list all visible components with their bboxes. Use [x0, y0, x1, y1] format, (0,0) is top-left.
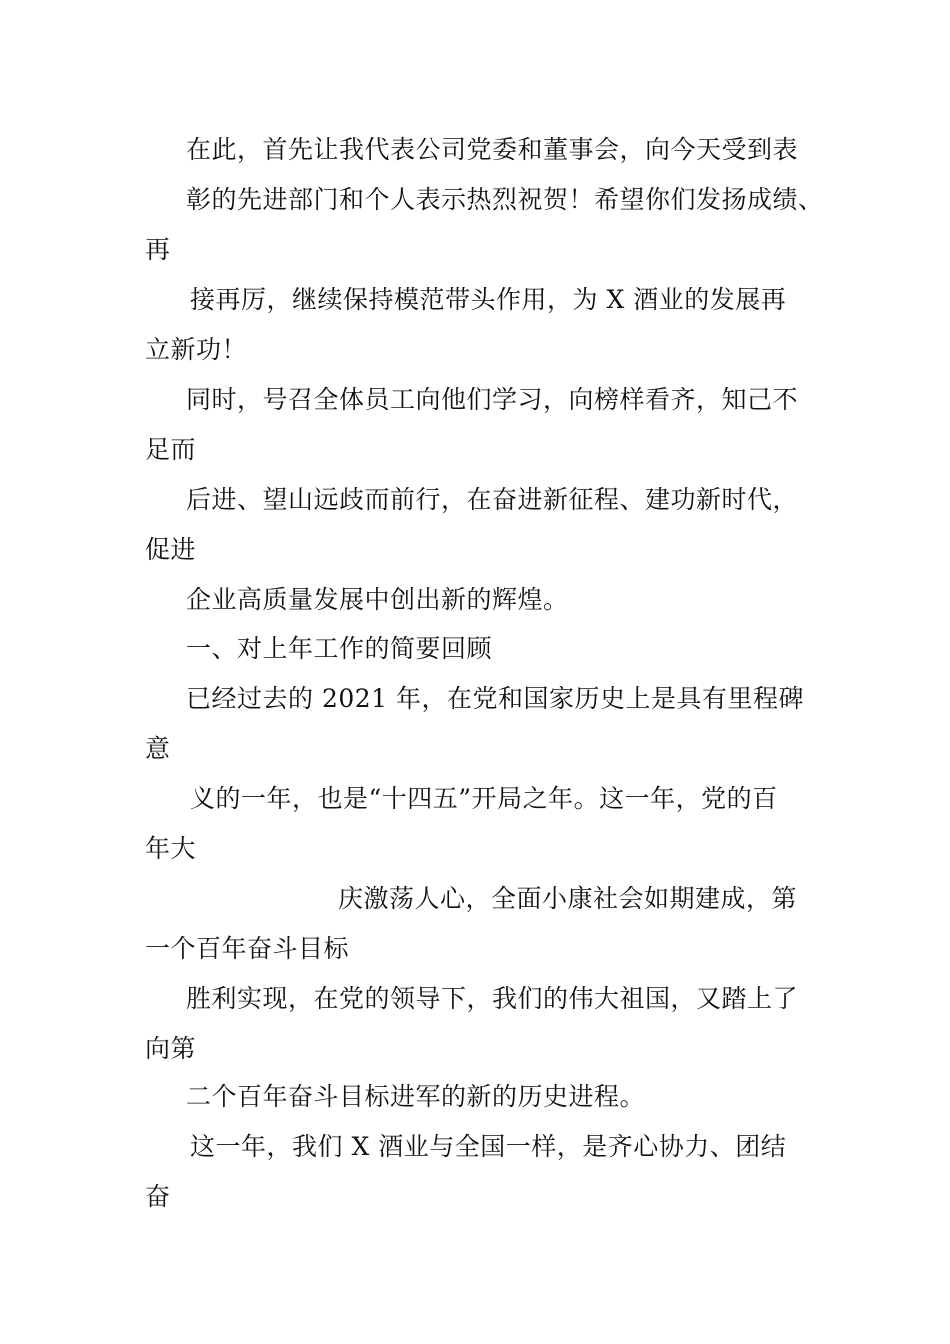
text-line: 年大 [145, 834, 197, 863]
text-line: 一个百年奋斗目标 [145, 934, 350, 963]
text-line: 立新功！ [145, 335, 248, 364]
text-line: 胜利实现，在党的领导下，我们的伟大祖国，又踏上了 [186, 984, 799, 1013]
section-heading: 一、对上年工作的简要回顾 [186, 634, 493, 663]
text-line: 再 [145, 235, 171, 264]
text-line: 后进、望山远歧而前行，在奋进新征程、建功新时代， [186, 485, 799, 514]
text-line: 促进 [145, 535, 197, 564]
text-line: 这一年，我们 X 酒业与全国一样，是齐心协力、团结 [190, 1132, 787, 1161]
text-line: 庆激荡人心，全面小康社会如期建成，第 [338, 884, 798, 913]
text-line: 义的一年，也是“十四五”开局之年。这一年，党的百 [190, 784, 778, 813]
text-line: 已经过去的 2021 年，在党和国家历史上是具有里程碑 [186, 684, 805, 713]
text-line: 向第 [145, 1034, 197, 1063]
text-line: 同时，号召全体员工向他们学习，向榜样看齐，知己不 [186, 385, 799, 414]
text-line: 意 [145, 734, 171, 763]
text-line: 足而 [145, 435, 197, 464]
text-line: 在此，首先让我代表公司党委和董事会，向今天受到表 [186, 135, 799, 164]
text-line: 奋 [145, 1182, 171, 1211]
text-line: 接再厉，继续保持模范带头作用，为 X 酒业的发展再 [190, 285, 787, 314]
text-line: 二个百年奋斗目标进军的新的历史进程。 [186, 1082, 646, 1111]
text-line: 企业高质量发展中创出新的辉煌。 [186, 585, 569, 614]
text-line: 彰的先进部门和个人表示热烈祝贺！希望你们发扬成绩、 [186, 185, 824, 214]
